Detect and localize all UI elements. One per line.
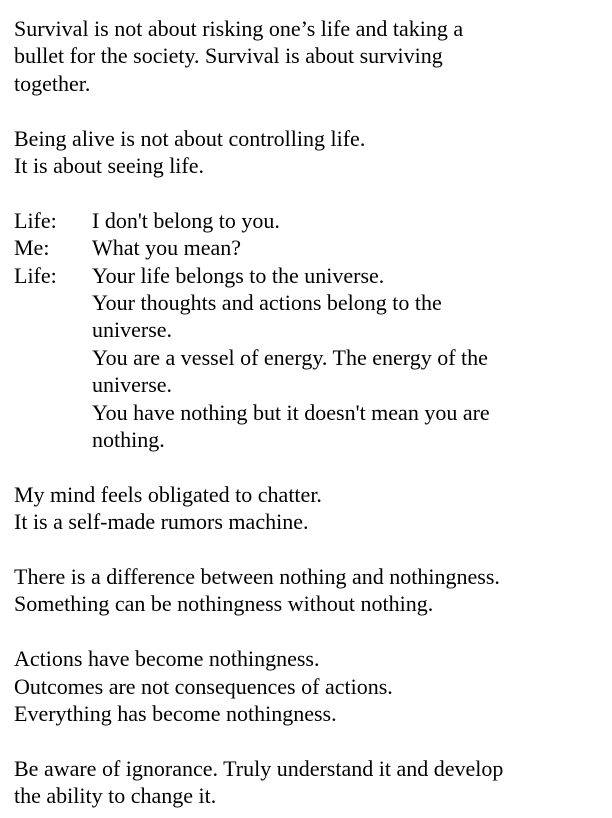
paragraph-gap [14, 536, 612, 563]
speech-text: You are a vessel of energy. The energy of the [92, 344, 488, 370]
paragraph-actions [14, 645, 612, 727]
speech-text: universe. [92, 317, 173, 343]
text-line: the ability to change it. [14, 783, 217, 809]
dialogue-line [14, 234, 612, 261]
paragraph-survival [14, 15, 612, 97]
paragraph-ignorance [14, 755, 612, 810]
paragraph-dialogue [14, 207, 612, 454]
dialogue-line [14, 262, 612, 289]
paragraph-gap [14, 727, 612, 754]
text-line: Actions have become nothingness. [14, 646, 320, 672]
paragraph-gap [14, 453, 612, 480]
text-line: Everything has become nothingness. [14, 701, 337, 727]
text-line: together. [14, 70, 91, 96]
text-line: It is about seeing life. [14, 153, 205, 179]
speaker-label: Me: [14, 235, 50, 261]
paragraph-mind [14, 481, 612, 536]
speech-text: Your thoughts and actions belong to the [92, 290, 442, 316]
speech-text: I don't belong to you. [92, 207, 280, 233]
speech-text: nothing. [92, 427, 165, 453]
speaker-label: Life: [14, 207, 57, 233]
speech-text: What you mean? [92, 235, 242, 261]
paragraph-being-alive [14, 125, 612, 180]
text-line: Outcomes are not consequences of actions. [14, 673, 393, 699]
text-line: My mind feels obligated to chatter. [14, 481, 322, 507]
paragraph-gap [14, 618, 612, 645]
speech-continuation [92, 289, 612, 453]
text-line: There is a difference between nothing and nothingness. [14, 564, 500, 590]
speech-text: universe. [92, 372, 173, 398]
text-line: Something can be nothingness without nothing. [14, 591, 434, 617]
paragraph-gap [14, 97, 612, 124]
text-line: Be aware of ignorance. Truly understand it and develop [14, 755, 504, 781]
text-line: Survival is not about risking one’s life and taking a [14, 16, 464, 41]
text-line: Being alive is not about controlling life. [14, 125, 366, 151]
dialogue-line [14, 207, 612, 234]
speaker-label: Life: [14, 262, 57, 288]
paragraph-nothingness [14, 563, 612, 618]
speech-text: Your life belongs to the universe. [92, 262, 385, 288]
paragraph-gap [14, 179, 612, 206]
text-line: It is a self-made rumors machine. [14, 509, 309, 535]
text-line: bullet for the society. Survival is about surviving [14, 43, 443, 69]
speech-text: You have nothing but it doesn't mean you are [92, 399, 490, 425]
